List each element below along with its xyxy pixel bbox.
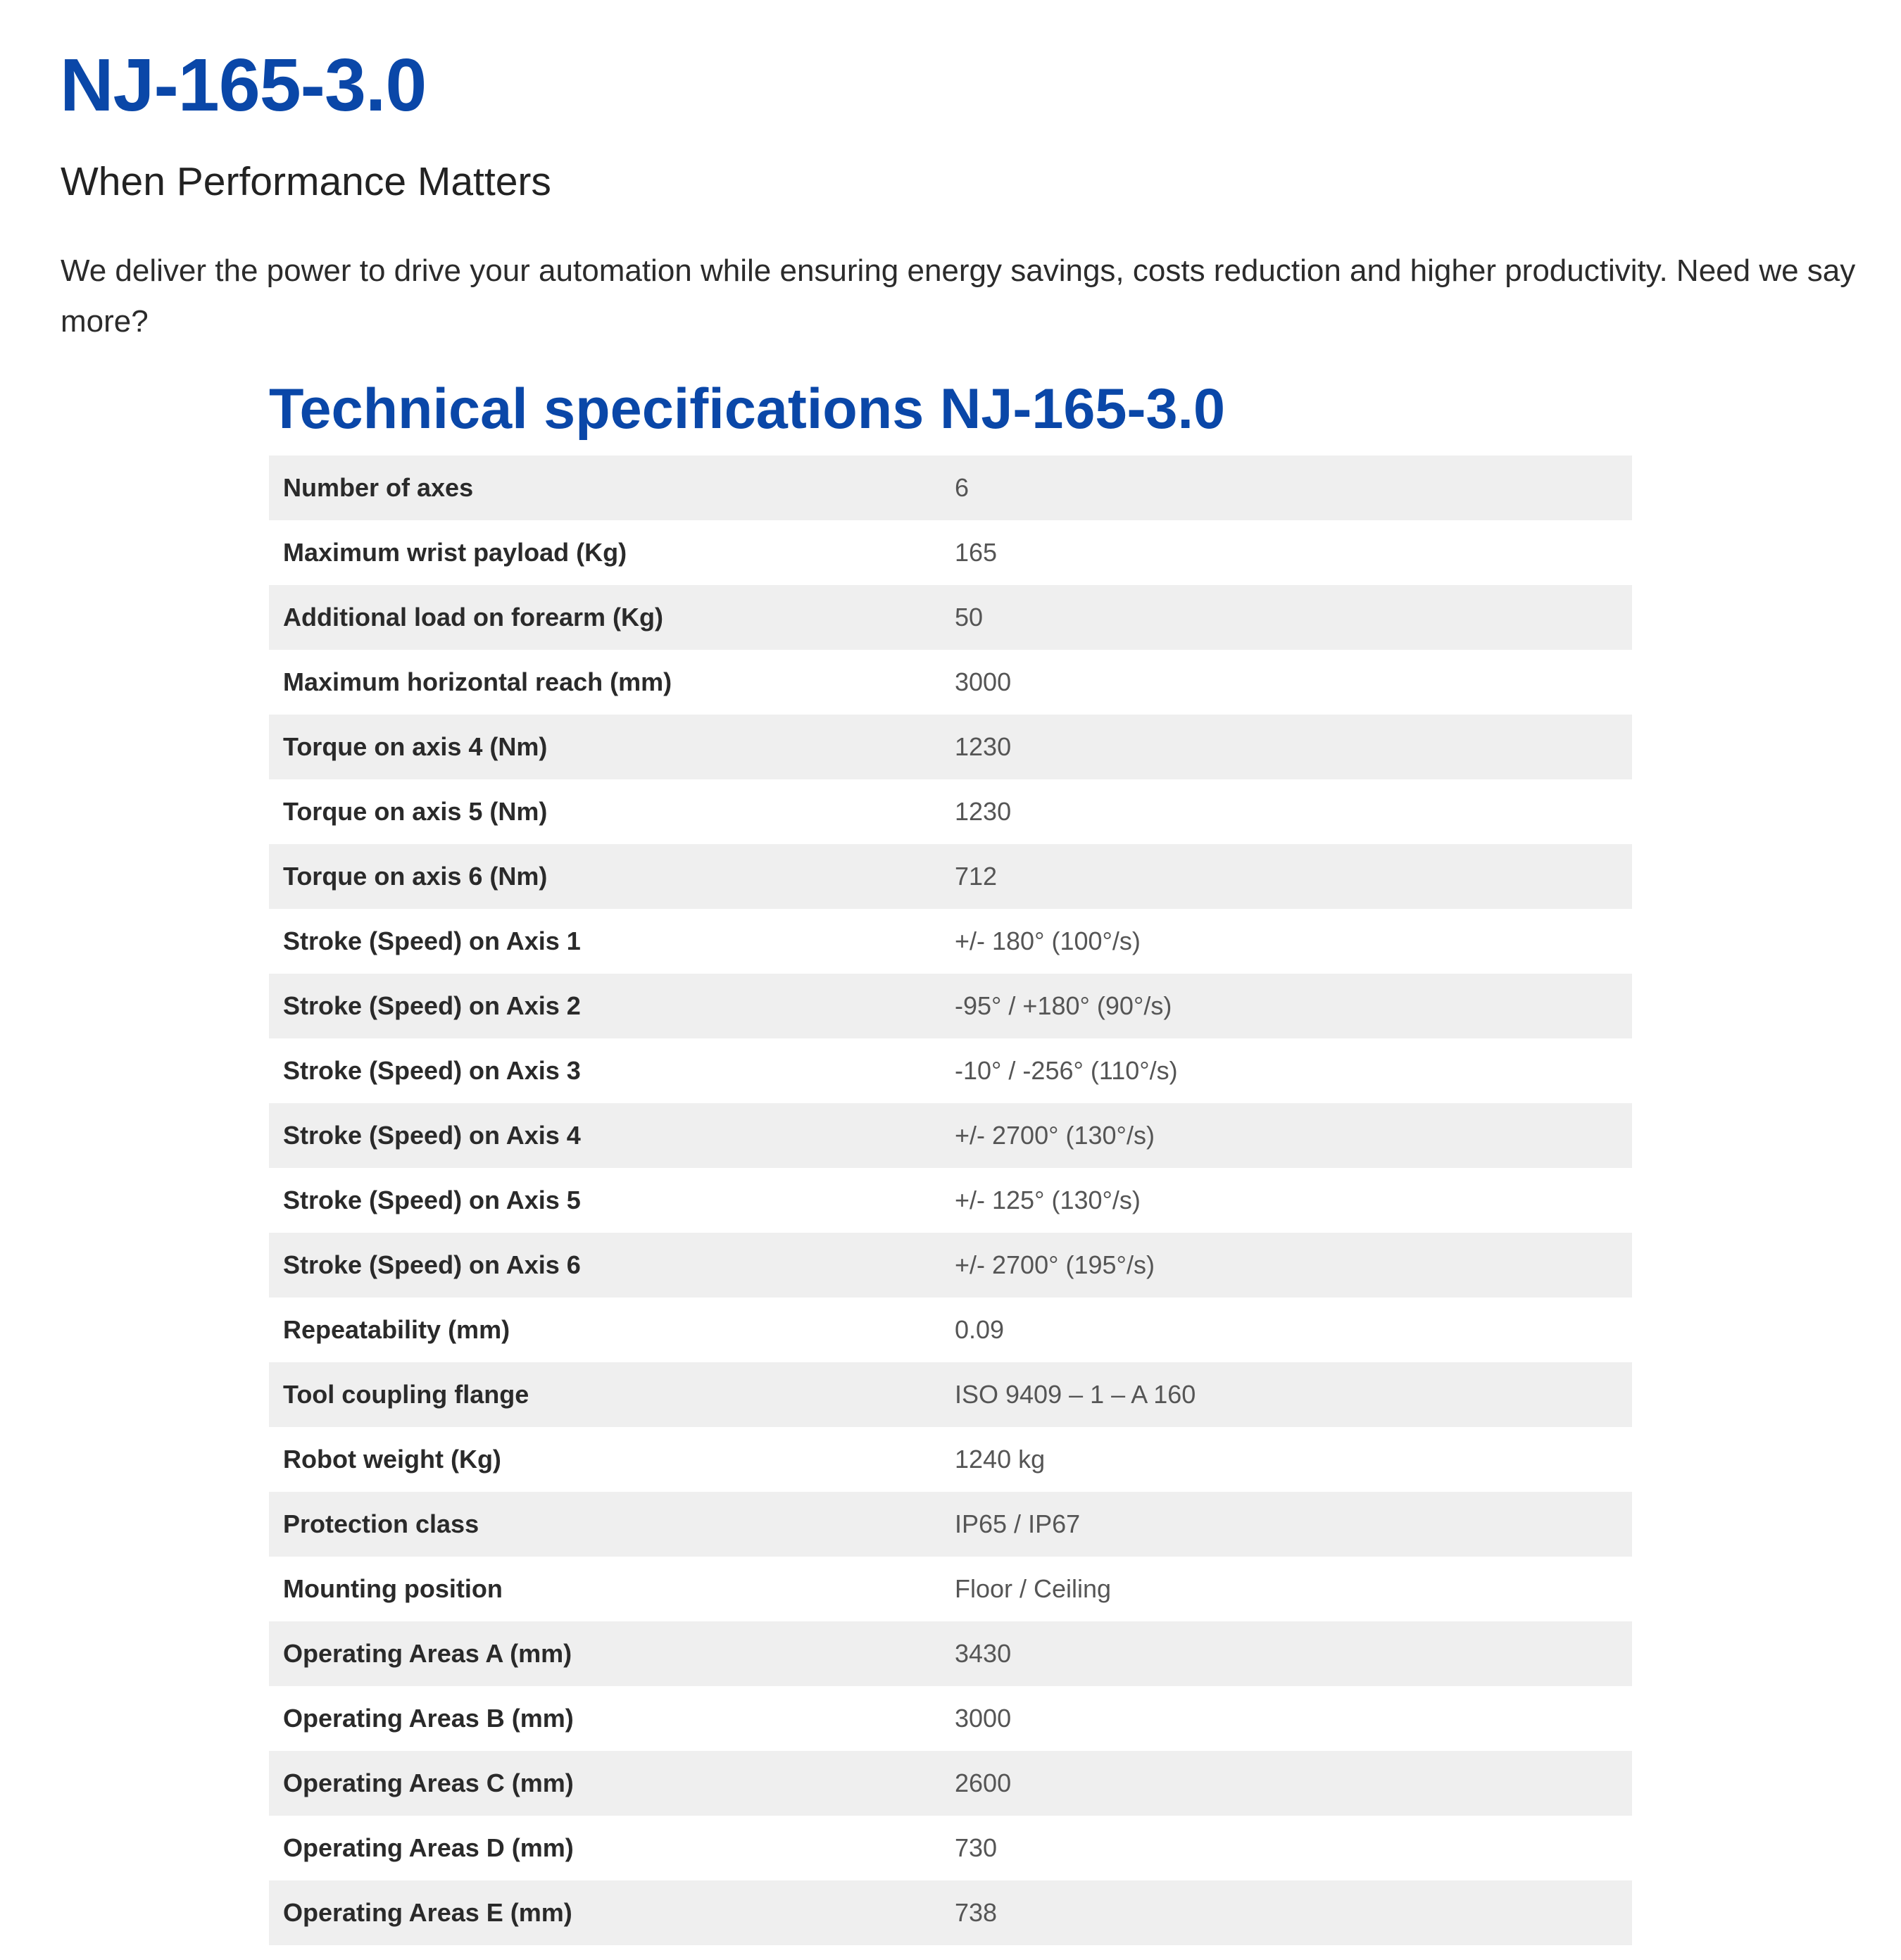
spec-label: Stroke (Speed) on Axis 5 — [269, 1168, 949, 1233]
table-row — [269, 779, 1632, 844]
page-subtitle: When Performance Matters — [61, 159, 551, 204]
spec-value: 6 — [949, 456, 1632, 520]
spec-label: Torque on axis 5 (Nm) — [269, 779, 949, 844]
spec-table — [269, 456, 1632, 1945]
table-row — [269, 1751, 1632, 1816]
spec-value: 1230 — [949, 779, 1632, 844]
spec-label: Robot weight (Kg) — [269, 1427, 949, 1492]
spec-label: Stroke (Speed) on Axis 3 — [269, 1038, 949, 1103]
spec-value: 730 — [949, 1816, 1632, 1880]
table-row — [269, 1233, 1632, 1298]
spec-label: Operating Areas A (mm) — [269, 1621, 949, 1686]
table-row — [269, 456, 1632, 520]
table-row — [269, 1103, 1632, 1168]
spec-value: +/- 125° (130°/s) — [949, 1168, 1632, 1233]
spec-value: ISO 9409 – 1 – A 160 — [949, 1362, 1632, 1427]
page-title: NJ-165-3.0 — [60, 44, 427, 127]
spec-value: -95° / +180° (90°/s) — [949, 974, 1632, 1038]
table-row — [269, 844, 1632, 909]
spec-label: Tool coupling flange — [269, 1362, 949, 1427]
spec-value: 165 — [949, 520, 1632, 585]
table-row — [269, 974, 1632, 1038]
table-row — [269, 1362, 1632, 1427]
spec-label: Additional load on forearm (Kg) — [269, 585, 949, 650]
table-row — [269, 520, 1632, 585]
spec-value: 712 — [949, 844, 1632, 909]
table-row — [269, 1557, 1632, 1621]
spec-label: Operating Areas C (mm) — [269, 1751, 949, 1816]
spec-value: 1230 — [949, 715, 1632, 779]
table-row — [269, 1880, 1632, 1945]
table-row — [269, 585, 1632, 650]
spec-value: +/- 2700° (130°/s) — [949, 1103, 1632, 1168]
spec-label: Operating Areas E (mm) — [269, 1880, 949, 1945]
spec-label: Operating Areas D (mm) — [269, 1816, 949, 1880]
spec-label: Number of axes — [269, 456, 949, 520]
table-row — [269, 1427, 1632, 1492]
spec-label: Mounting position — [269, 1557, 949, 1621]
table-row — [269, 1168, 1632, 1233]
spec-label: Repeatability (mm) — [269, 1298, 949, 1362]
table-row — [269, 1038, 1632, 1103]
table-row — [269, 1686, 1632, 1751]
spec-value: +/- 180° (100°/s) — [949, 909, 1632, 974]
spec-label: Stroke (Speed) on Axis 2 — [269, 974, 949, 1038]
table-row — [269, 650, 1632, 715]
spec-value: 3000 — [949, 650, 1632, 715]
spec-label: Maximum horizontal reach (mm) — [269, 650, 949, 715]
spec-label: Stroke (Speed) on Axis 1 — [269, 909, 949, 974]
spec-label: Torque on axis 4 (Nm) — [269, 715, 949, 779]
spec-label: Torque on axis 6 (Nm) — [269, 844, 949, 909]
spec-value: Floor / Ceiling — [949, 1557, 1632, 1621]
spec-value: 3430 — [949, 1621, 1632, 1686]
spec-value: 0.09 — [949, 1298, 1632, 1362]
spec-value: IP65 / IP67 — [949, 1492, 1632, 1557]
spec-label: Protection class — [269, 1492, 949, 1557]
spec-label: Stroke (Speed) on Axis 4 — [269, 1103, 949, 1168]
table-row — [269, 1621, 1632, 1686]
spec-value: 2600 — [949, 1751, 1632, 1816]
spec-value: 1240 kg — [949, 1427, 1632, 1492]
spec-value: +/- 2700° (195°/s) — [949, 1233, 1632, 1298]
table-row — [269, 1816, 1632, 1880]
table-row — [269, 715, 1632, 779]
intro-paragraph: We deliver the power to drive your automation while ensuring energy savings, costs reduction and higher productivity. Need we say more? — [61, 253, 1856, 339]
spec-value: 50 — [949, 585, 1632, 650]
table-row — [269, 1298, 1632, 1362]
table-row — [269, 1492, 1632, 1557]
spec-value: 3000 — [949, 1686, 1632, 1751]
table-row — [269, 909, 1632, 974]
spec-value: 738 — [949, 1880, 1632, 1945]
spec-heading: Technical specifications NJ-165-3.0 — [269, 377, 1226, 441]
spec-value: -10° / -256° (110°/s) — [949, 1038, 1632, 1103]
spec-label: Stroke (Speed) on Axis 6 — [269, 1233, 949, 1298]
spec-label: Operating Areas B (mm) — [269, 1686, 949, 1751]
spec-label: Maximum wrist payload (Kg) — [269, 520, 949, 585]
